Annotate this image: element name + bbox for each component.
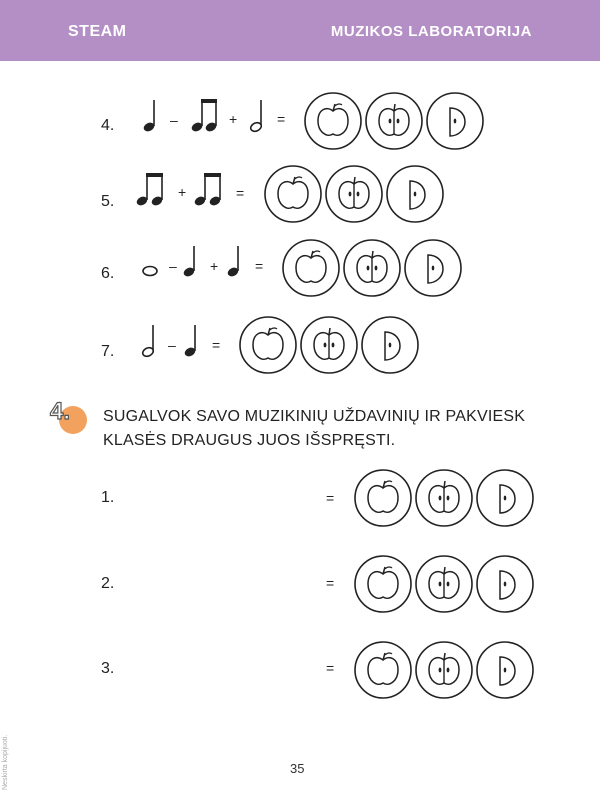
task-number: 4. — [50, 398, 71, 425]
half-apple-icon — [414, 640, 474, 700]
copy-notice: Neskirta kopijuoti. — [2, 734, 9, 790]
exercise-number: 4. — [101, 117, 115, 134]
exercise-number: 7. — [101, 343, 115, 360]
operator-equals: = — [326, 660, 335, 676]
header-title: MUZIKOS LABORATORIJA — [330, 23, 532, 40]
operator-plus: + — [210, 258, 219, 274]
operator-minus: – — [170, 112, 178, 128]
operator-plus: + — [178, 184, 187, 200]
quarter-apple-icon — [360, 315, 420, 375]
blank-row-number: 2. — [101, 575, 115, 592]
operator-equals: = — [326, 490, 335, 506]
operator-minus: – — [168, 337, 176, 353]
quarter-note-icon — [183, 325, 196, 358]
operator-minus: – — [169, 258, 177, 274]
task-text-line-1: SUGALVOK SAVO MUZIKINIŲ UŽDAVINIŲ IR PAKVIESK — [103, 408, 526, 425]
operator-plus: + — [229, 111, 238, 127]
task-instructions — [103, 405, 543, 453]
quarter-apple-icon — [475, 468, 535, 528]
operator-equals: = — [212, 337, 221, 353]
whole-apple-icon — [353, 468, 413, 528]
whole-apple-icon — [238, 315, 298, 375]
half-apple-icon — [414, 554, 474, 614]
half-note-icon — [141, 325, 154, 358]
half-apple-icon — [414, 468, 474, 528]
whole-apple-icon — [353, 554, 413, 614]
half-apple-icon — [299, 315, 359, 375]
operator-equals: = — [255, 258, 264, 274]
operator-equals: = — [236, 185, 245, 201]
page-number: 35 — [290, 761, 305, 776]
exercise-number: 5. — [101, 193, 115, 210]
quarter-apple-icon — [475, 640, 535, 700]
blank-row-number: 1. — [101, 489, 115, 506]
task-text-line-2: KLASĖS DRAUGUS JUOS IŠSPRĘSTI. — [103, 432, 396, 449]
header-steam: STEAM — [68, 23, 127, 40]
blank-row-number: 3. — [101, 660, 115, 677]
task-number-badge — [48, 400, 88, 436]
operator-equals: = — [326, 575, 335, 591]
quarter-apple-icon — [475, 554, 535, 614]
whole-apple-icon — [353, 640, 413, 700]
exercise-number: 6. — [101, 265, 115, 282]
operator-equals: = — [277, 111, 286, 127]
